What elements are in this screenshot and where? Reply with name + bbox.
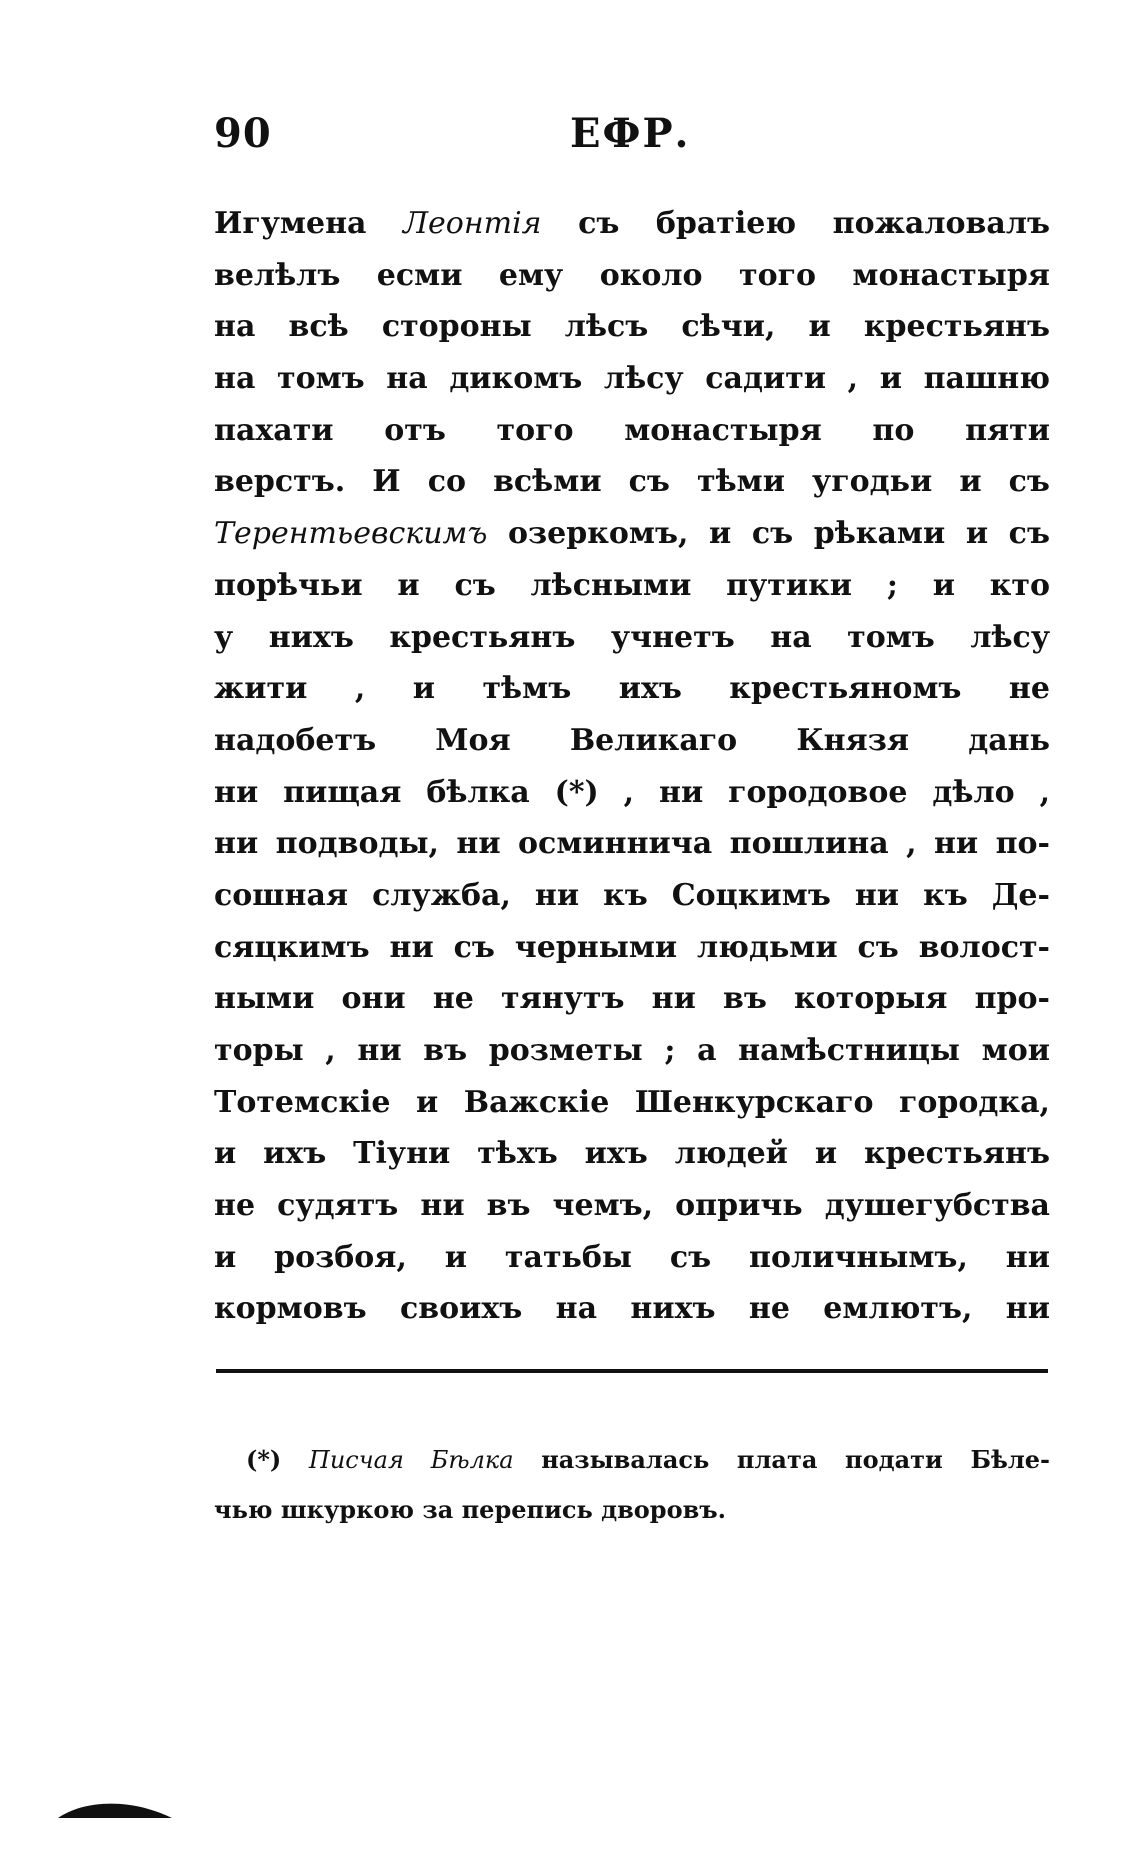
footnote [214, 1435, 1050, 1535]
word: И [372, 464, 401, 500]
word: отъ [384, 412, 446, 448]
text-line [214, 1232, 1050, 1284]
page-number: 90 [214, 110, 272, 157]
word: ни [659, 774, 704, 810]
text-line [214, 818, 1050, 870]
word: съ [454, 567, 496, 603]
word: , [906, 826, 917, 862]
word: торы [214, 1033, 304, 1068]
word: братiею [655, 206, 797, 241]
word: ему [498, 257, 564, 293]
word: въ [423, 1033, 468, 1068]
word: не [1008, 671, 1050, 707]
word: тянутъ [500, 981, 625, 1017]
word: Моя [435, 722, 511, 758]
word: учнетъ [610, 619, 735, 655]
word: розбоя, [274, 1239, 407, 1275]
word: (*) [554, 774, 599, 810]
footnote-term: Писчая Бѣлка [308, 1446, 514, 1474]
word: дикомъ [449, 361, 583, 397]
word: лѣсу [970, 619, 1051, 655]
word: опричь [675, 1188, 803, 1224]
word: по- [995, 826, 1050, 862]
word: бѣлка [426, 774, 530, 810]
word: верстъ. [214, 464, 346, 500]
word: всѣми [493, 464, 602, 500]
word: къ [923, 877, 968, 913]
word: съ [628, 464, 670, 500]
text-line [214, 560, 1050, 612]
word: садити [705, 361, 827, 397]
word: людей [674, 1136, 788, 1172]
word: на [214, 309, 256, 345]
word: волост- [918, 929, 1051, 965]
word: сошная [214, 877, 349, 913]
word: татьбы [504, 1239, 632, 1275]
word: Соцкимъ [671, 877, 831, 913]
word: емлютъ, [823, 1291, 973, 1327]
word: на [770, 619, 812, 655]
word: и [214, 1239, 237, 1275]
word: Шенкурскаго [634, 1084, 874, 1120]
word: крестьянъ [389, 619, 576, 655]
word: съ [453, 929, 495, 965]
word: ихъ [263, 1136, 327, 1172]
text-line [214, 456, 1050, 508]
word: ; [886, 567, 898, 603]
word: нихъ [630, 1291, 716, 1327]
word: и [932, 567, 955, 603]
word: въ [722, 981, 767, 1017]
word: того [738, 257, 816, 293]
running-title: ЕФР. [570, 110, 691, 157]
text-line [214, 1025, 1050, 1077]
text-line [214, 612, 1050, 664]
word: осминнича [518, 826, 713, 862]
footnote-line-2: чью шкуркою за перепись дворовъ. [214, 1495, 727, 1524]
word: и [814, 1136, 838, 1172]
word: , [354, 671, 366, 707]
word: стороны [381, 309, 532, 345]
word: поличнымъ, [749, 1239, 968, 1275]
word: , [1039, 774, 1051, 810]
word: лѣсъ [564, 309, 649, 345]
word: ни [1005, 1291, 1050, 1327]
word: того [496, 412, 574, 448]
word: крестьяномъ [729, 671, 962, 707]
text-line [214, 250, 1050, 302]
word: и [709, 516, 732, 552]
word: пищая [283, 774, 402, 810]
word: тѣми [696, 464, 785, 500]
word: велѣлъ [214, 257, 341, 293]
word: , [325, 1033, 336, 1068]
word: а [697, 1033, 717, 1068]
word: сѣчи, [681, 309, 776, 345]
word: пошлина [729, 826, 889, 862]
word: ни [651, 981, 696, 1017]
word: мои [981, 1033, 1050, 1068]
word: розметы [488, 1033, 643, 1068]
footnote-separator [216, 1369, 1048, 1377]
italic-word: Терентьевскимъ [214, 516, 488, 552]
word: Игумена [214, 206, 367, 241]
word: озеркомъ, [507, 516, 689, 552]
printer-ornament-icon [56, 1798, 174, 1820]
text-line [214, 198, 1050, 250]
text-line [214, 405, 1050, 457]
word: ными [214, 981, 315, 1017]
word: пяти [965, 412, 1051, 448]
word: около [599, 257, 703, 293]
word: ни [389, 929, 434, 965]
word: съ [751, 516, 794, 552]
word: пашню [923, 361, 1050, 397]
text-line [214, 1283, 1050, 1335]
word: они [341, 981, 406, 1017]
word: , [623, 774, 635, 810]
word: Важскiе [463, 1084, 610, 1120]
word: не [214, 1188, 256, 1224]
word: томъ [847, 619, 935, 655]
word: лѣсными [530, 567, 692, 603]
word: людьми [697, 929, 838, 965]
word: и [959, 464, 982, 500]
word: тѣхъ [477, 1136, 558, 1172]
text-line [214, 1077, 1050, 1129]
word: Тiуни [353, 1136, 451, 1172]
italic-word: Леонтiя [403, 206, 542, 241]
word: съ [1008, 516, 1050, 552]
word: съ [857, 929, 899, 965]
word: про- [974, 981, 1050, 1017]
word: , [847, 361, 859, 397]
word: угодьи [812, 464, 933, 500]
word: и [412, 671, 436, 707]
text-line [214, 870, 1050, 922]
word: жити [214, 671, 308, 707]
text-line [214, 767, 1050, 819]
word: ни [1005, 1239, 1050, 1275]
text-line [214, 301, 1050, 353]
word: служба, [372, 877, 511, 913]
word: и [444, 1239, 468, 1275]
word: ; [664, 1033, 676, 1068]
word: Тотемскiе [214, 1084, 391, 1120]
word: на [386, 361, 428, 397]
word: съ [578, 206, 620, 241]
word: ни [357, 1033, 402, 1068]
text-line [214, 715, 1050, 767]
word: съ [669, 1239, 712, 1275]
main-text [214, 198, 1050, 1335]
word: крестьянъ [863, 309, 1050, 345]
word: своихъ [399, 1291, 523, 1327]
word: и [397, 567, 420, 603]
footnote-text-1: называлась плата подати Бѣле- [541, 1445, 1051, 1474]
word: ни [854, 877, 900, 913]
text-line [214, 973, 1050, 1025]
word: въ [486, 1188, 531, 1224]
word: кто [989, 567, 1051, 603]
word: всѣ [288, 309, 349, 345]
word: дань [968, 722, 1050, 758]
word: монастыря [624, 412, 822, 448]
text-line [214, 922, 1050, 974]
footnote-line-1 [214, 1435, 1050, 1485]
word: рѣками [813, 516, 946, 552]
text-line [214, 353, 1050, 405]
word: намѣстницы [738, 1033, 961, 1068]
word: и [879, 361, 902, 397]
word: есми [376, 257, 463, 293]
text-line [214, 508, 1050, 560]
word: и [965, 516, 989, 552]
word: ни [933, 826, 979, 862]
word: черными [514, 929, 678, 965]
word: чемъ, [552, 1188, 654, 1224]
word: Великаго [569, 722, 738, 758]
word: не [432, 981, 474, 1017]
word: ни [214, 826, 259, 862]
word: крестьянъ [863, 1136, 1051, 1172]
word: которыя [793, 981, 948, 1017]
word: подводы, [275, 826, 439, 862]
word: съ [1008, 464, 1050, 500]
word: надобетъ [214, 722, 377, 758]
text-line [214, 663, 1050, 715]
word: порѣчьи [214, 567, 363, 603]
word: городовое [728, 774, 908, 810]
word: не [748, 1291, 790, 1327]
word: лѣсу [603, 361, 684, 397]
running-head [210, 110, 1060, 170]
word: и [808, 309, 831, 345]
word: къ [603, 877, 648, 913]
word: судятъ [277, 1188, 399, 1224]
word: ни [214, 774, 259, 810]
word: городка, [899, 1084, 1050, 1120]
text-line [214, 1128, 1050, 1180]
word: Князя [796, 722, 910, 758]
separator-rule [216, 1369, 1048, 1373]
word: пожаловалъ [832, 206, 1050, 241]
word: ни [456, 826, 501, 862]
word: у [214, 619, 234, 655]
word: и [214, 1136, 237, 1172]
word: сяцкимъ [214, 929, 370, 965]
word: путики [726, 567, 853, 603]
word: со [427, 464, 466, 500]
word: ни [534, 877, 580, 913]
word: кормовъ [214, 1291, 367, 1327]
word: ни [420, 1188, 465, 1224]
word: Де- [991, 877, 1050, 913]
word: нихъ [268, 619, 354, 655]
footnote-marker: (*) [246, 1445, 282, 1474]
word: душегубства [824, 1188, 1050, 1224]
word: и [416, 1084, 439, 1120]
word: на [214, 361, 256, 397]
word: ихъ [584, 1136, 648, 1172]
text-line [214, 1180, 1050, 1232]
word: дѣло [932, 774, 1015, 810]
word: монастыря [852, 257, 1050, 293]
word: по [872, 412, 915, 448]
word: ихъ [618, 671, 682, 707]
word: тѣмъ [482, 671, 572, 707]
word: на [555, 1291, 598, 1327]
word: пахати [214, 412, 334, 448]
word: томъ [277, 361, 365, 397]
